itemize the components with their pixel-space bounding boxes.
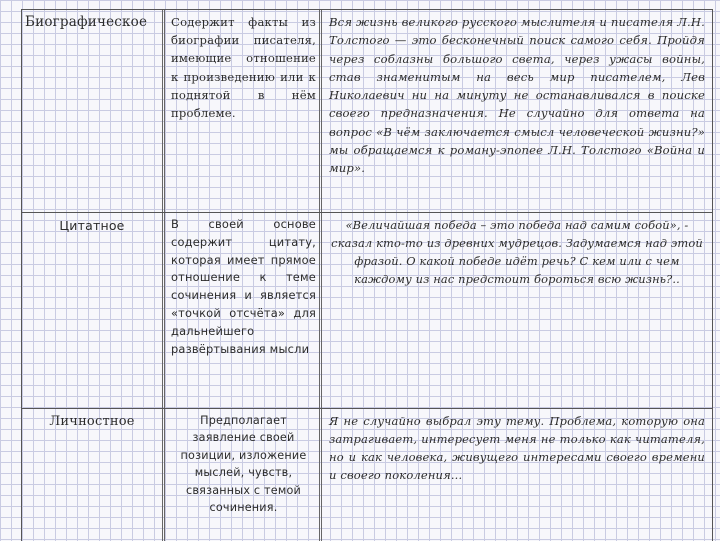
example-text: Я не случайно выбрал эту тему. Проблема, которую она затрагивает, интересует меня не только как читателя, но и как человека, живущего интересами своего времени и своего поколения... bbox=[329, 414, 705, 482]
table-row-quotation bbox=[22, 213, 712, 409]
description-cell bbox=[166, 213, 322, 408]
table-row-personal bbox=[22, 409, 712, 541]
description-text: Предполагает заявление своей позиции, изложение мыслей, чувств, связанных с темой сочинения. bbox=[180, 414, 307, 515]
introduction-types-table bbox=[21, 9, 713, 541]
example-text: Вся жизнь великого русского мыслителя и писателя Л.Н. Толстого — это бесконечный поиск самого себя. Пройдя через соблазны большого света, через ужасы войны, став знаменитым на весь мир писателем, Лев Николаевич ни на минуту не останавливался в поиске своего предназначения. Не случайно для ответа на вопрос «В чём заключается смысл человеческой жизни?» мы обращаемся к роману-эпопее Л.Н. Толстого «Война и мир». bbox=[329, 15, 705, 176]
type-label: Цитатное bbox=[59, 218, 125, 233]
description-cell bbox=[166, 409, 322, 541]
type-label: Биографическое bbox=[25, 14, 148, 30]
example-cell bbox=[323, 213, 712, 408]
type-cell bbox=[22, 213, 165, 408]
description-text: В своей основе содержит цитату, которая имеет прямое отношение к теме сочинения и является «точкой отсчёта» для дальнейшего развёртывания мысли bbox=[171, 217, 316, 356]
example-cell bbox=[323, 409, 712, 541]
example-text: «Величайшая победа – это победа над самим собой», - сказал кто-то из древних мудрецов. Задумаемся над этой фразой. О какой победе идёт речь? С кем или с чем каждому из нас предстоит бороться всю жизнь?.. bbox=[331, 218, 703, 286]
example-cell bbox=[323, 10, 712, 212]
type-label: Личностное bbox=[49, 414, 135, 429]
table-row-biographical bbox=[22, 10, 712, 213]
description-text: Содержит факты из биографии писателя, имеющие отношение к произведению или к поднятой в нём проблеме. bbox=[171, 15, 316, 121]
type-cell bbox=[22, 10, 165, 212]
description-cell bbox=[166, 10, 322, 212]
type-cell bbox=[22, 409, 165, 541]
